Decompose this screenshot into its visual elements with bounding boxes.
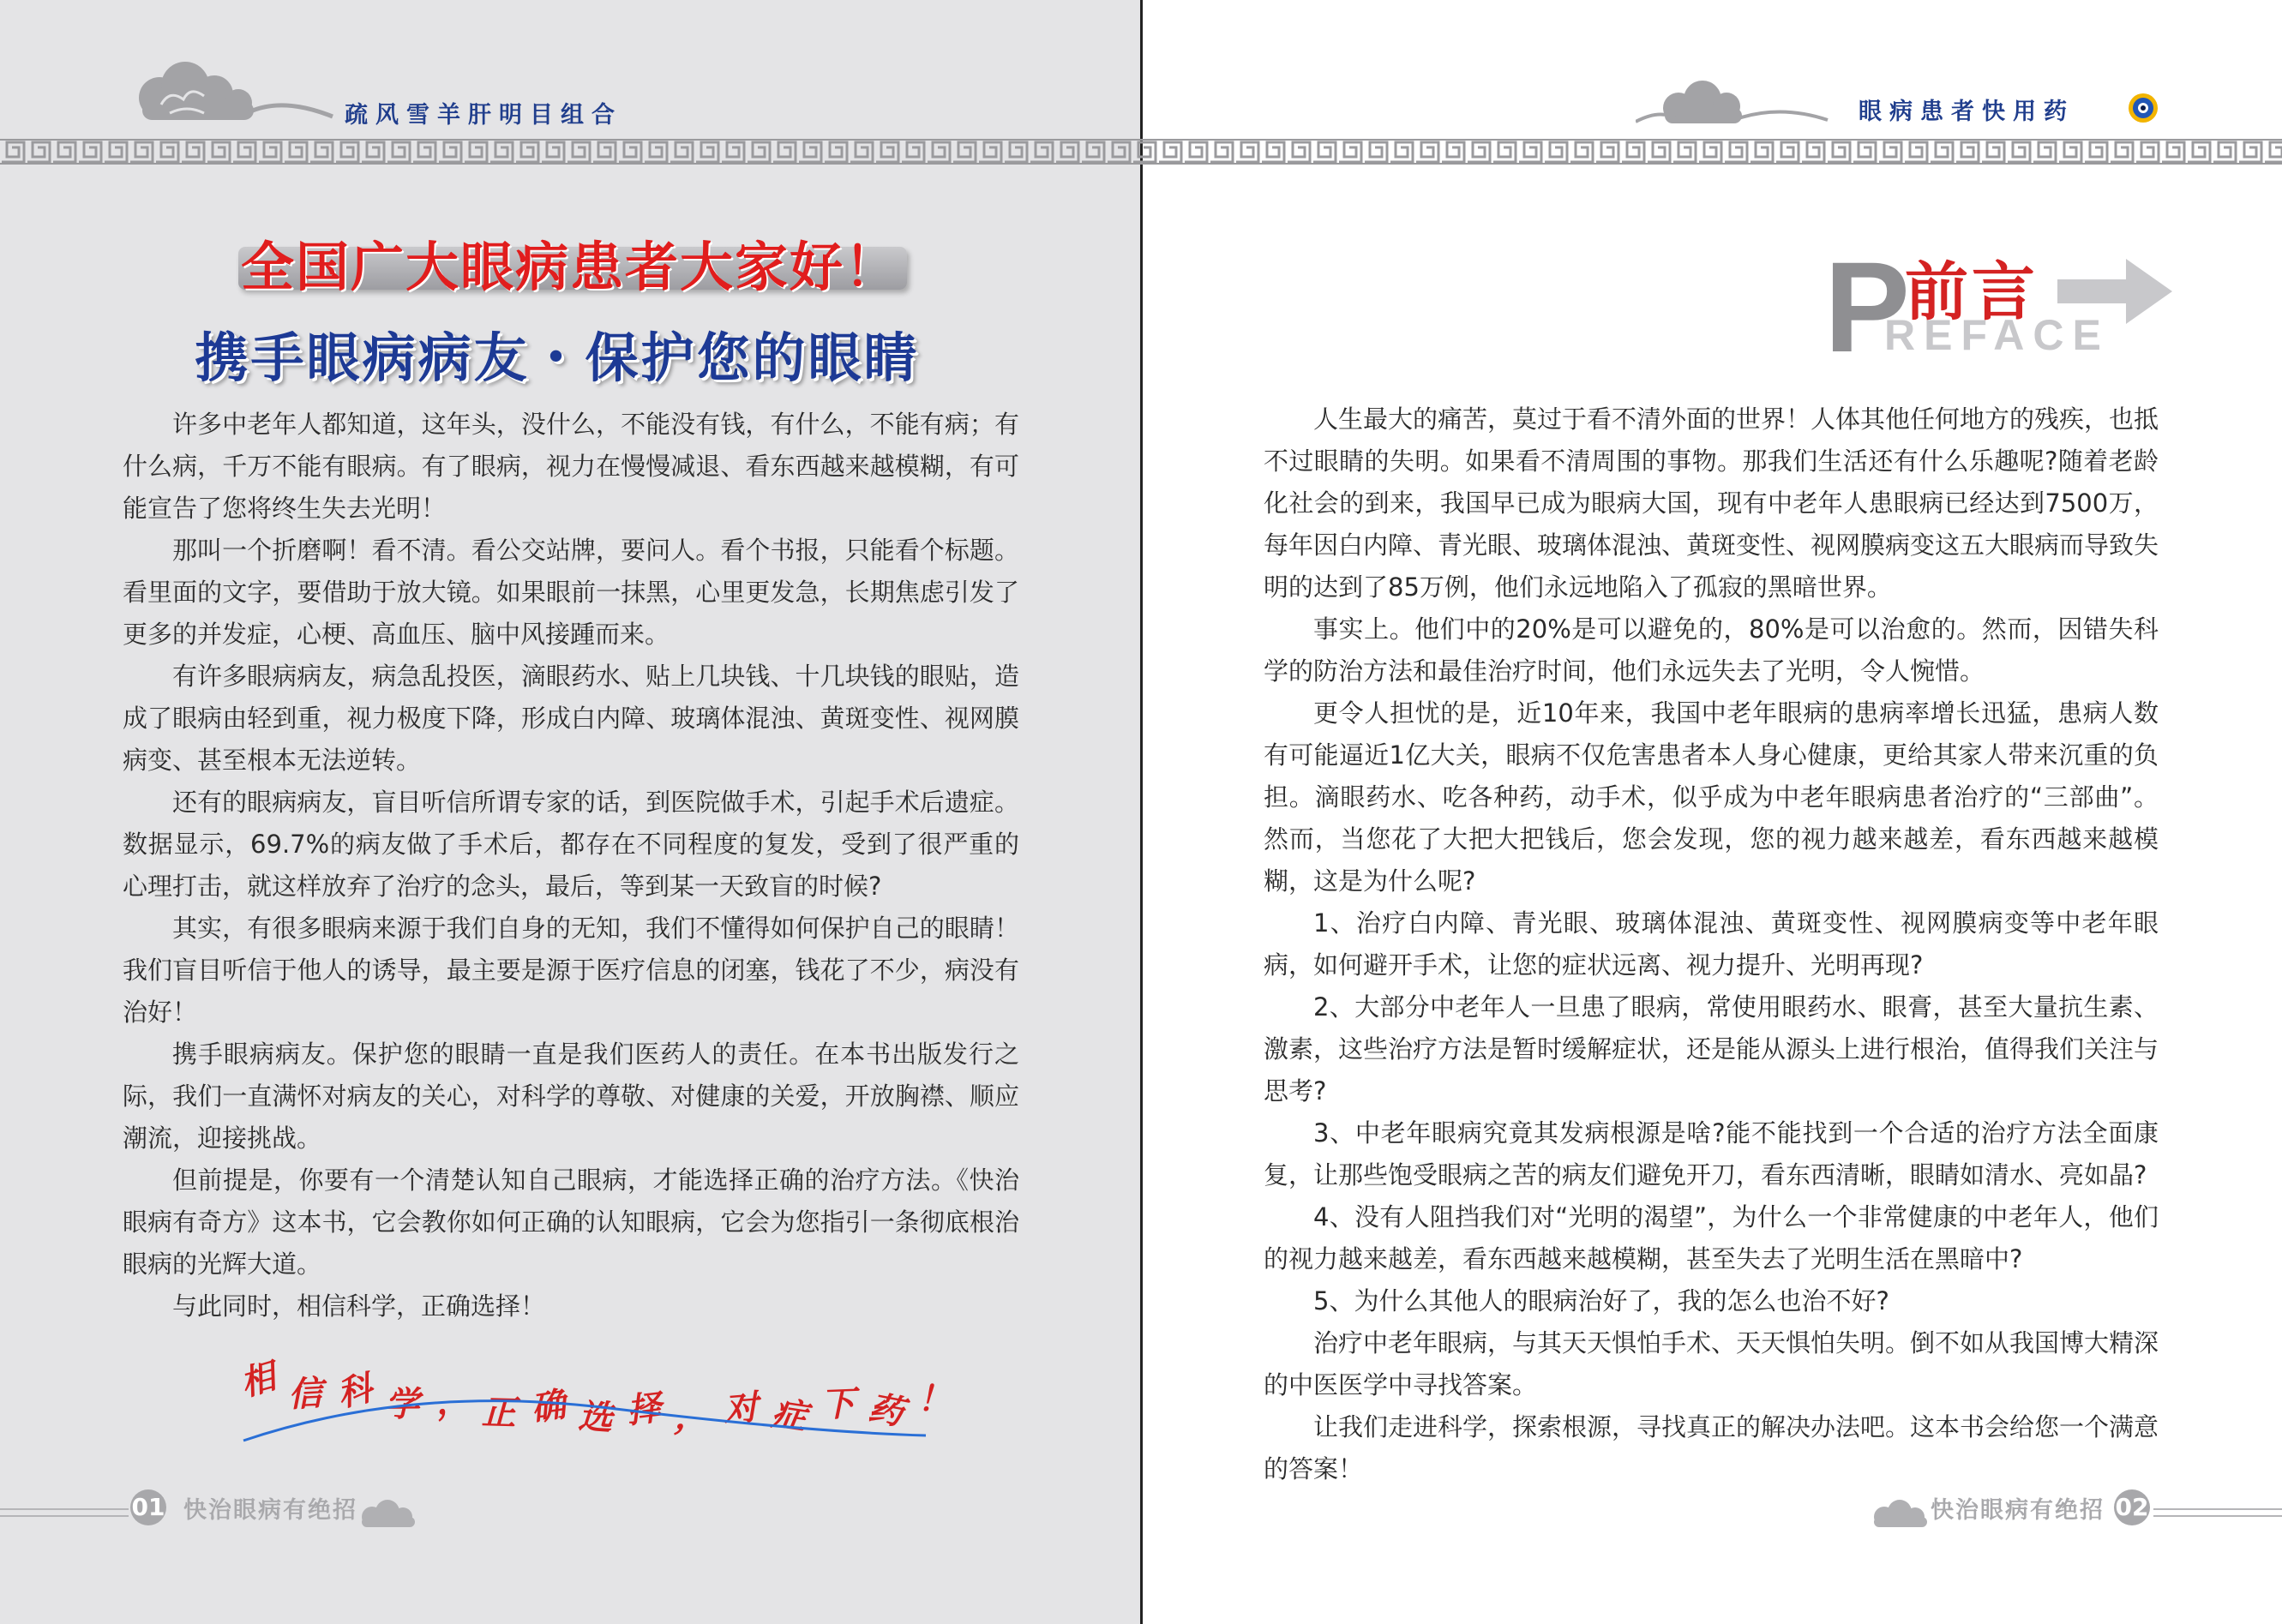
slogan-char: ， <box>430 1376 472 1423</box>
left-paragraph: 还有的眼病病友，盲目听信所谓专家的话，到医院做手术，引起手术后遗症。数据显示，69.7%的病友做了手术后，都存在不同程度的复发，受到了很严重的心理打击，就这样放弃了治疗的念头，最后，等到某一天致盲的时候? <box>123 788 1019 901</box>
cloud-ornament-icon <box>1636 74 1833 134</box>
left-paragraph: 有许多眼病病友，病急乱投医，滴眼药水、贴上几块钱、十几块钱的眼贴，造成了眼病由轻到重，视力极度下降，形成白内障、玻璃体混浊、黄斑变性、视网膜病变、甚至根本无法逆转。 <box>123 662 1019 775</box>
right-paragraph: 4、没有人阻挡我们对“光明的渴望”，为什么一个非常健康的中老年人，他们的视力越来越差，看东西越来越模糊，甚至失去了光明生活在黑暗中? <box>1264 1202 2159 1273</box>
greek-key-border <box>0 139 2282 165</box>
footer-rule <box>0 1515 129 1517</box>
right-paragraph: 1、治疗白内障、青光眼、玻璃体混浊、黄斑变性、视网膜病变等中老年眼病，如何避开手术，让您的症状远离、视力提升、光明再现? <box>1264 908 2159 980</box>
slogan-char: 选 <box>577 1395 615 1439</box>
right-body-text <box>1264 399 2159 1490</box>
slogan-char: ， <box>673 1395 712 1440</box>
left-paragraph: 那叫一个折磨啊！看不清。看公交站牌，要问人。看个书报，只能看个标题。看里面的文字，要借助于放大镜。如果眼前一抹黑，心里更发急，长期焦虑引发了更多的并发症，心梗、高血压、脑中风接踵而来。 <box>123 536 1019 649</box>
right-paragraph: 3、中老年眼病究竟其发病根源是啥?能不能找到一个合适的治疗方法全面康复，让那些饱受眼病之苦的病友们避免开刀，看东西清晰，眼睛如清水、亮如晶? <box>1264 1118 2159 1190</box>
slogan-char: 信 <box>287 1373 324 1416</box>
preface-title: 前言 <box>1905 255 2039 329</box>
footer-book-title: 快治眼病有绝招 <box>1931 1497 2105 1524</box>
left-header-title: 疏风雪羊肝明目组合 <box>345 102 622 129</box>
subheadline: 携手眼病病友・保护您的眼睛 <box>195 327 920 389</box>
left-paragraph: 其实，有很多眼病来源于我们自身的无知，我们不懂得如何保护自己的眼睛！我们盲目听信于他人的诱导，最主要是源于医疗信息的闭塞，钱花了不少，病没有治好！ <box>123 914 1019 1027</box>
right-paragraph: 事实上。他们中的20%是可以避免的，80%是可以治愈的。然而，因错失科学的防治方法和最佳治疗时间，他们永远失去了光明，令人惋惜。 <box>1264 614 2159 686</box>
slogan-char: 药 <box>864 1387 907 1434</box>
cloud-ornament-icon <box>118 57 341 134</box>
right-paragraph: 治疗中老年眼病，与其天天惧怕手术、天天惧怕失明。倒不如从我国博大精深的中医医学中寻找答案。 <box>1264 1328 2159 1399</box>
headline-block <box>231 225 909 298</box>
slogan-char: 择 <box>625 1387 664 1432</box>
cloud-ornament-icon <box>346 1498 429 1532</box>
left-paragraph: 但前提是，你要有一个清楚认知自己眼病，才能选择正确的治疗方法。《快治眼病有奇方》这本书，它会教你如何正确的认知眼病，它会为您指引一条彻底根治眼病的光辉大道。 <box>123 1166 1019 1279</box>
page-number: 02 <box>2114 1489 2150 1525</box>
footer-rule <box>2153 1508 2282 1510</box>
footer-rule <box>0 1508 129 1510</box>
footer-book-title: 快治眼病有绝招 <box>183 1497 357 1524</box>
slogan <box>236 1350 952 1470</box>
left-paragraph: 携手眼病病友。保护您的眼睛一直是我们医药人的责任。在本书出版发行之际，我们一直满怀对病友的关心，对科学的尊敬、对健康的关爱，开放胸襟、顺应潮流，迎接挑战。 <box>123 1040 1019 1153</box>
slogan-char: 确 <box>527 1383 568 1429</box>
slogan-char: 下 <box>820 1383 856 1426</box>
left-page <box>0 0 1140 1624</box>
right-paragraph: 人生最大的痛苦，莫过于看不清外面的世界！人体其他任何地方的残疾，也抵不过眼睛的失明。如果看不清周围的事物。那我们生活还有什么乐趣呢?随着老龄化社会的到来，我国早已成为眼病大国，现有中老年人患眼病已经达到7500万，每年因白内障、青光眼、玻璃体混浊、黄斑变性、视网膜病变这五大眼病而导致失明的达到了85万例，他们永远地陷入了孤寂的黑暗世界。 <box>1264 405 2159 602</box>
slogan-char: 学 <box>385 1384 420 1425</box>
right-paragraph: 5、为什么其他人的眼病治好了，我的怎么也治不好? <box>1313 1286 1889 1315</box>
eye-icon <box>2126 91 2160 125</box>
slogan-char: ！ <box>917 1379 952 1419</box>
slogan-char: 症 <box>768 1393 809 1438</box>
right-paragraph: 让我们走进科学，探索根源，寻找真正的解决办法吧。这本书会给您一个满意的答案！ <box>1264 1412 2159 1483</box>
footer-rule <box>2153 1515 2282 1517</box>
page-number: 01 <box>130 1489 166 1525</box>
cloud-ornament-icon <box>1859 1498 1941 1532</box>
preface-english: REFACE <box>1884 311 2110 359</box>
preface-letter: P <box>1824 235 1911 379</box>
slogan-char: 相 <box>236 1356 280 1405</box>
right-paragraph: 2、大部分中老年人一旦患了眼病，常使用眼药水、眼膏，甚至大量抗生素、激素，这些治疗方法是暂时缓解症状，还是能从源头上进行根治，值得我们关注与思考? <box>1264 992 2159 1106</box>
left-body-text <box>123 404 1019 1327</box>
right-paragraph: 更令人担忧的是，近10年来，我国中老年眼病的患病率增长迅猛，患病人数有可能逼近1亿大关，眼病不仅危害患者本人身心健康，更给其家人带来沉重的负担。滴眼药水、吃各种药，动手术，似乎成为中老年眼病患者治疗的“三部曲”。然而，当您花了大把大把钱后，您会发现，您的视力越来越差，看东西越来越模糊，这是为什么呢? <box>1264 698 2159 896</box>
headline: 全国广大眼病患者大家好！ <box>240 236 899 298</box>
slogan-underline <box>240 1350 943 1470</box>
left-paragraph: 与此同时，相信科学，正确选择！ <box>172 1291 546 1321</box>
slogan-char: 科 <box>333 1367 376 1415</box>
slogan-char: 正 <box>481 1392 517 1434</box>
right-header-title: 眼病患者快用药 <box>1859 99 2075 125</box>
slogan-char: 对 <box>722 1387 760 1430</box>
left-paragraph: 许多中老年人都知道，这年头，没什么，不能没有钱，有什么，不能有病；有什么病，千万不能有眼病。有了眼病，视力在慢慢减退、看东西越来越模糊，有可能宣告了您将终生失去光明！ <box>123 410 1019 523</box>
